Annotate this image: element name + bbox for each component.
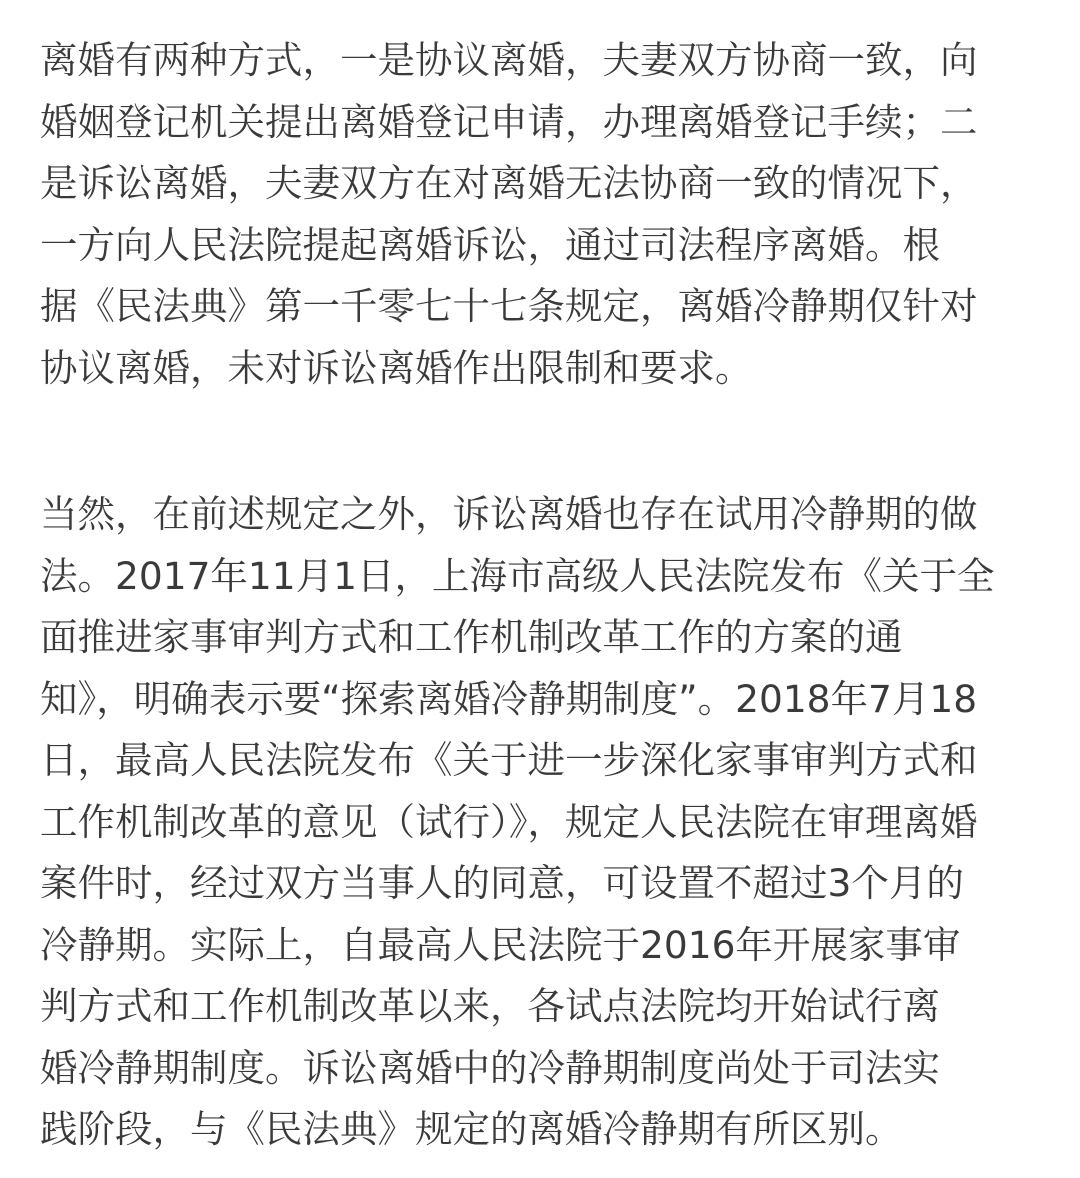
text-line: 知》，明确表示要“探索离婚冷静期制度”。2018年7月18 [40,676,978,721]
paragraph-2 [40,484,1050,1161]
article-body [40,30,1050,1161]
text-line: 婚姻登记机关提出离婚登记申请，办理离婚登记手续；二 [40,99,978,144]
text-line: 面推进家事审判方式和工作机制改革工作的方案的通 [40,615,903,659]
text-line: 婚冷静期制度。诉讼离婚中的冷静期制度尚处于司法实 [40,1045,940,1090]
text-line: 法。2017年11月1日，上海市高级人民法院发布《关于全 [40,553,995,598]
text-line: 案件时，经过双方当事人的同意，可设置不超过3个月的 [40,861,964,905]
text-line: 是诉讼离婚，夫妻双方在对离婚无法协商一致的情况下， [40,161,978,205]
text-line: 日，最高人民法院发布《关于进一步深化家事审判方式和 [40,738,978,782]
text-line: 判方式和工作机制改革以来，各试点法院均开始试行离 [40,984,940,1028]
text-line: 据《民法典》第一千零七十七条规定，离婚冷静期仅针对 [40,284,978,328]
paragraph-1 [40,30,1050,399]
text-line: 一方向人民法院提起离婚诉讼，通过司法程序离婚。根 [40,222,940,267]
text-line: 当然，在前述规定之外，诉讼离婚也存在试用冷静期的做 [40,492,978,536]
paragraph-spacer [40,399,1050,484]
text-line: 协议离婚，未对诉讼离婚作出限制和要求。 [40,345,753,390]
text-line: 工作机制改革的意见（试行）》，规定人民法院在审理离婚 [40,799,978,844]
text-line: 冷静期。实际上，自最高人民法院于2016年开展家事审 [40,922,961,967]
text-line: 离婚有两种方式，一是协议离婚，夫妻双方协商一致，向 [40,38,978,82]
text-line: 践阶段，与《民法典》规定的离婚冷静期有所区别。 [40,1107,903,1151]
